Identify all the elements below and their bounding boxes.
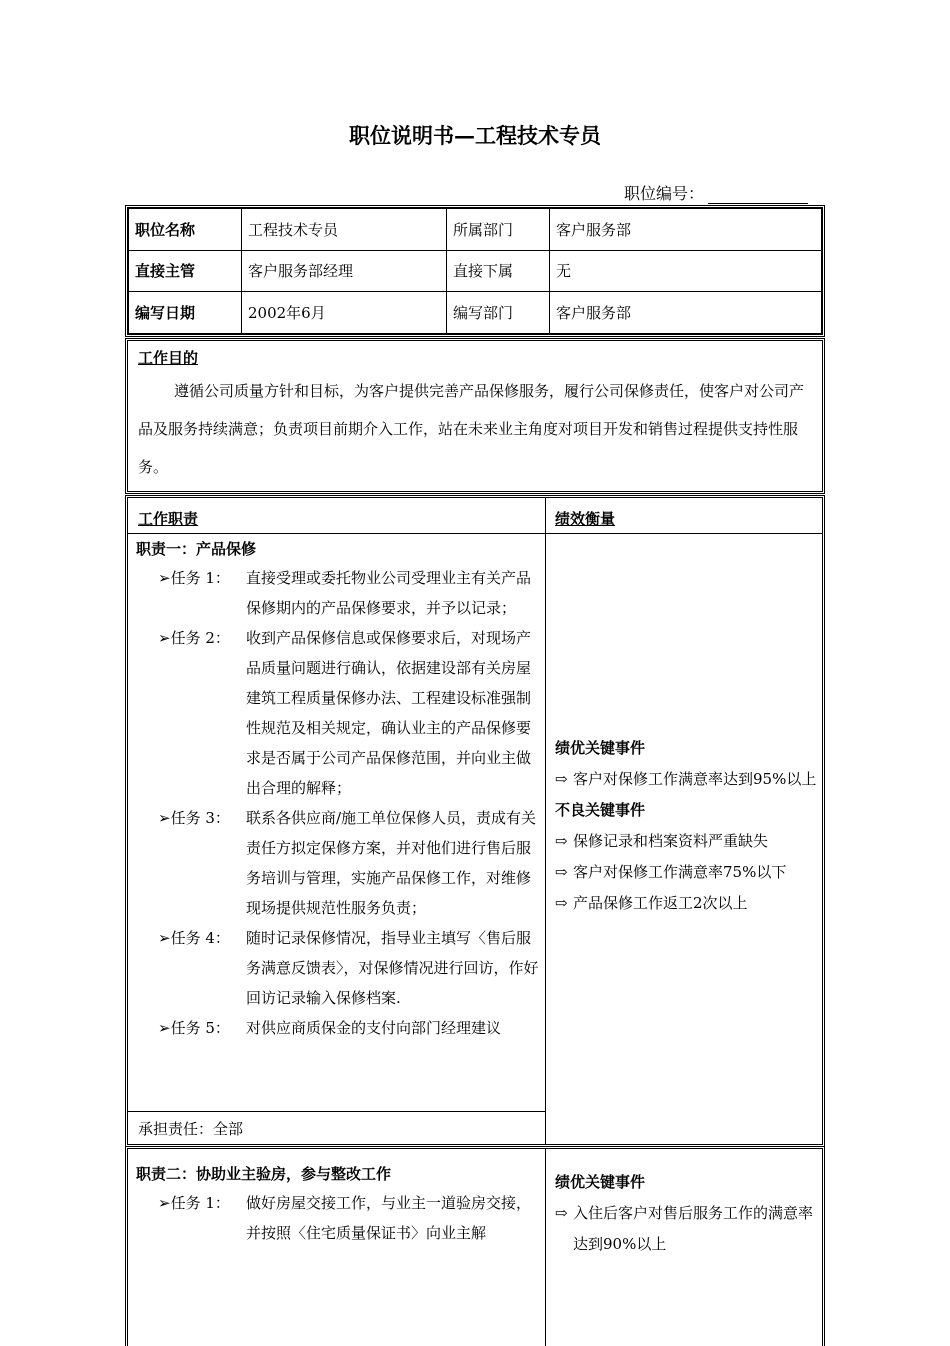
responsibility-text: 承担责任：全部 [138,1120,244,1138]
good-event-item [555,764,820,795]
duty2-performance [555,1167,820,1260]
info-label: 直接下属 [447,250,550,292]
task-item [136,1188,540,1248]
event-text: 客户对保修工作满意率75%以下 [573,863,787,881]
column-divider [545,1149,546,1346]
purpose-section [125,338,825,494]
task-item [136,1013,540,1043]
arrow-icon: ⇨ [555,832,568,850]
task-text: 收到产品保修信息或保修要求后，对现场产品质量问题进行确认，依据建设部有关房屋建筑工程质量保修办法、工程建设标准强制性规范及相关规定，确认业主的产品保修要求是否属于公司产品保修范围，并向业主做出合理的解释； [246,629,532,797]
info-label: 编写日期 [129,292,242,334]
page-title: 职位说明书—工程技术专员 [349,123,601,148]
performance-header: 绩效衡量 [555,510,616,528]
info-table [125,205,825,337]
duty2-content [136,1163,540,1248]
arrow-icon: ⇨ [555,770,568,788]
position-number [624,181,808,204]
duty2-section [125,1146,825,1346]
event-text: 入住后客户对售后服务工作的满意率达到90%以上 [573,1204,814,1253]
column-divider [545,498,546,1144]
duty1-performance [555,733,820,919]
task-label: ➢任务 1： [158,1194,230,1212]
arrow-icon: ⇨ [555,894,568,912]
duties-header: 工作职责 [138,510,199,528]
task-item [136,563,540,623]
position-number-blank [708,189,808,204]
info-value: 客户服务部 [550,209,822,251]
task-label: ➢任务 3： [158,809,230,827]
task-text: 联系各供应商/施工单位保修人员，责成有关责任方拟定保修方案，并对他们进行售后服务培训与管理，实施产品保修工作，对维修现场提供规范性服务负责； [246,809,537,917]
info-label: 所属部门 [447,209,550,251]
good-events-title: 绩优关键事件 [555,1173,646,1191]
position-number-label: 职位编号： [623,184,704,203]
task-label: ➢任务 5： [158,1019,230,1037]
arrow-icon: ⇨ [555,1204,568,1222]
purpose-text: 遵循公司质量方针和目标，为客户提供完善产品保修服务，履行公司保修责任，使客户对公司产品及服务持续满意；负责项目前期介入工作，站在未来业主角度对项目开发和销售过程提供支持性服务。 [138,382,805,476]
bad-event-item [555,888,820,919]
task-label: ➢任务 2： [158,629,230,647]
duty-title: 职责二：协助业主验房，参与整改工作 [136,1165,392,1183]
task-item [136,803,540,923]
info-label: 职位名称 [129,209,242,251]
bad-event-item [555,857,820,888]
event-text: 保修记录和档案资料严重缺失 [573,832,769,850]
duties-section [125,495,825,1147]
task-item [136,623,540,803]
info-row [129,250,822,292]
task-text: 对供应商质保金的支付向部门经理建议 [246,1019,502,1037]
task-label: ➢任务 1： [158,569,230,587]
info-value: 无 [550,250,822,292]
duty1-content [136,538,540,1043]
info-label: 编写部门 [447,292,550,334]
task-text: 做好房屋交接工作，与业主一道验房交接，并按照〈住宅质量保证书〉向业主解 [246,1194,532,1242]
info-value: 客户服务部 [550,292,822,334]
task-text: 直接受理或委托物业公司受理业主有关产品保修期内的产品保修要求，并予以记录； [246,569,532,617]
event-text: 客户对保修工作满意率达到95%以上 [573,770,817,788]
good-event-item [555,1198,820,1260]
bad-events-title: 不良关键事件 [555,801,646,819]
purpose-heading: 工作目的 [138,349,199,367]
info-value: 工程技术专员 [242,209,447,251]
bad-event-item [555,826,820,857]
responsibility-row [128,1111,545,1148]
task-text: 随时记录保修情况，指导业主填写〈售后服务满意反馈表〉，对保修情况进行回访，作好回访记录输入保修档案. [246,929,539,1007]
duties-header-row [128,498,822,534]
info-value: 2002年6月 [242,292,447,334]
info-label: 直接主管 [129,250,242,292]
duty-title: 职责一：产品保修 [136,540,257,558]
event-text: 产品保修工作返工2次以上 [573,894,748,912]
info-row [129,209,822,251]
info-row [129,292,822,334]
good-events-title: 绩优关键事件 [555,739,646,757]
task-label: ➢任务 4： [158,929,230,947]
info-value: 客户服务部经理 [242,250,447,292]
task-item [136,923,540,1013]
arrow-icon: ⇨ [555,863,568,881]
